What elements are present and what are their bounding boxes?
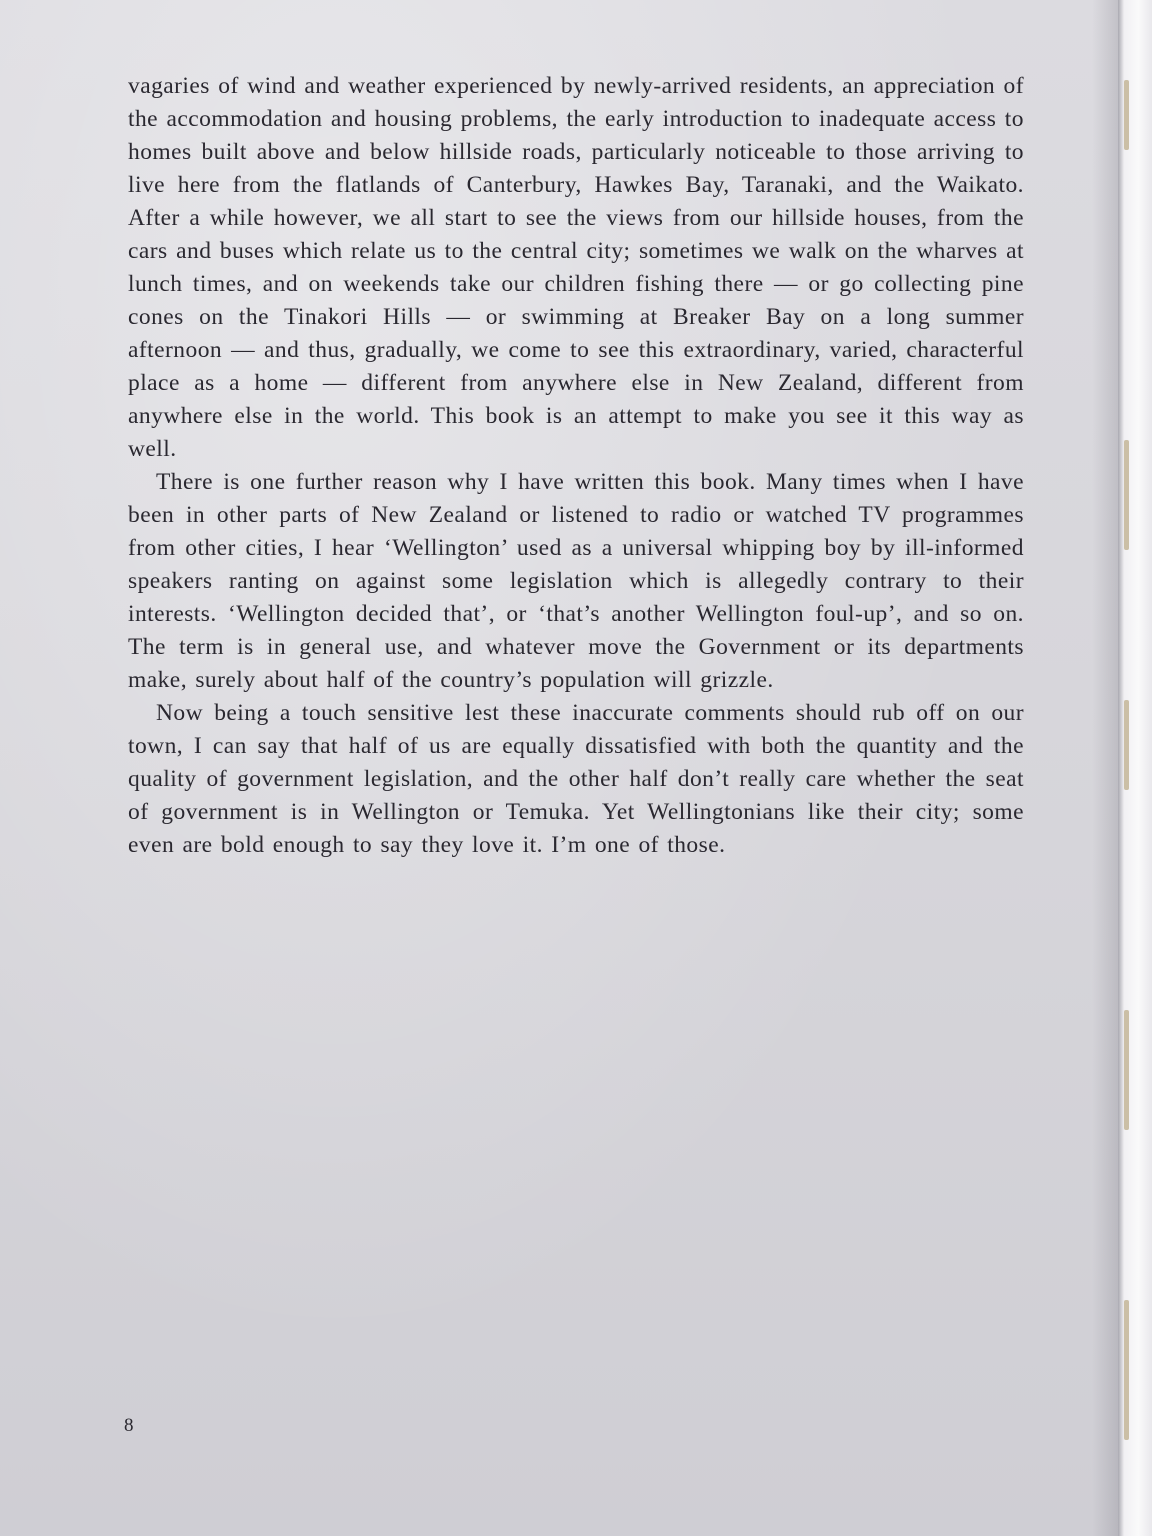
stacked-page-edges <box>1118 0 1152 1536</box>
page-gutter-shadow <box>1092 0 1118 1536</box>
page-edge-mark <box>1124 80 1129 150</box>
paragraph-touch-sensitive: Now being a touch sensitive lest these inaccurate comments should rub off on our town, I can say that half of us are equally dissatisfied with both the quantity and the quality of government legislation, and the other half don’t really care whether the seat of government is in Wellington or Temuka. Yet Wellingtonians like their city; some even are bold enough to say they love it. I’m one of those. <box>128 700 1024 858</box>
page-edge-mark <box>1124 440 1129 550</box>
paragraph-continuation: vagaries of wind and weather experienced by newly-arrived residents, an appreciation of the accommodation and housing problems, the early introduction to inadequate access to homes built above and below hillside roads, particularly noticeable to those arriving to live here from the flatlands of Canterbury, Hawkes Bay, Taranaki, and the Waikato. After a while however, we all start to see the views from our hillside houses, from the cars and buses which relate us to the central city; sometimes we walk on the wharves at lunch times, and on weekends take our children fishing there — or go collecting pine cones on the Tinakori Hills — or swimming at Breaker Bay on a long summer afternoon — and thus, gradually, we come to see this extraordinary, varied, characterful place as a home — different from anywhere else in New Zealand, different from anywhere else in the world. This book is an attempt to make you see it this way as well. <box>128 73 1024 462</box>
page-edge-mark <box>1124 1300 1129 1440</box>
page-number: 8 <box>124 1415 134 1436</box>
page-edge-mark <box>1124 1010 1129 1130</box>
paragraph-further-reason: There is one further reason why I have written this book. Many times when I have been in other parts of New Zealand or listened to radio or watched TV programmes from other cities, I hear ‘Wellington’ used as a universal whipping boy by ill-informed speakers ranting on against some legislation which is allegedly contrary to their interests. ‘Wellington decided that’, or ‘that’s another Wellington foul-up’, and so on. The term is in general use, and whatever move the Government or its departments make, surely about half of the country’s population will grizzle. <box>128 469 1024 693</box>
body-text <box>128 70 1024 862</box>
page-edge-mark <box>1124 700 1129 790</box>
